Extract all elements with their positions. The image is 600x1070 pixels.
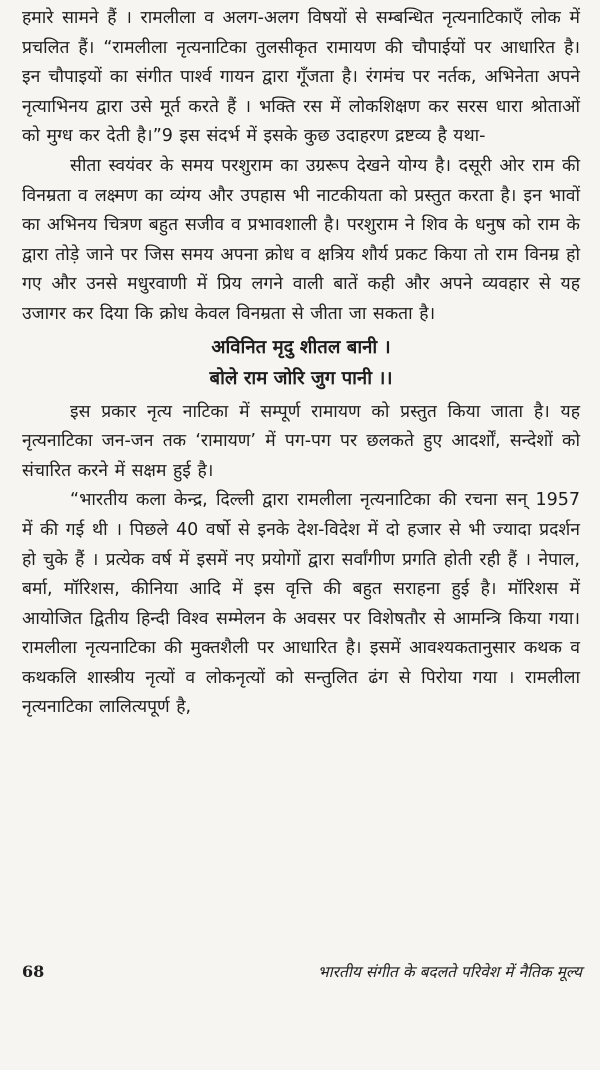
paragraph-continued: हमारे सामने हैं । रामलीला व अलग-अलग विषयों से सम्बन्धित नृत्यनाटिकाएँ लोक में प्रचलित हैं। “रामलीला नृत्यनाटिका तुलसीकृत रामायण की चौपाईयों पर आधारित है। इन चौपाइयों का संगीत पार्श्व गायन द्वारा गूँजता है। रंगमंच पर नर्तक, अभिनेता अपने नृत्याभिनय द्वारा उसे मूर्त करते हैं । भक्ति रस में लोकशिक्षण कर सरस धारा श्रोताओं को मुग्ध कर देती है।”9 इस संदर्भ में इसके कुछ उदाहरण द्रष्टव्य है यथा-: [22, 8, 580, 147]
paragraph-sita-swayamvar: सीता स्वयंवर के समय परशुराम का उग्ररूप देखने योग्य है। दसूरी ओर राम की विनम्रता व लक्ष्मण का व्यंग्य और उपहास भी नाटकीयता को प्रस्तुत करता है। इन भावों का अभिनय चित्रण बहुत सजीव व प्रभावशाली है। परशुराम ने शिव के धनुष को राम के द्वारा तोड़े जाने पर जिस समय अपना क्रोध व क्षत्रिय शौर्य प्रकट किया तो राम विनम्र हो गए और उनसे मधुरवाणी में प्रिय लगने वाली बातें कही और अपने व्यवहार से यह उजागर कर दिया कि क्रोध केवल विनम्रता से जीता जा सकता है।: [22, 155, 580, 324]
verse-quote: [22, 332, 580, 394]
page-footer: [22, 960, 582, 984]
paragraph-ramayan-presentation: इस प्रकार नृत्य नाटिका में सम्पूर्ण रामायण को प्रस्तुत किया जाता है। यह नृत्यनाटिका जन-जन तक ‘रामायण’ में पग-पग पर छलकते हुए आदर्शों, सन्देशों को संचारित करने में सक्षम हुई है।: [22, 401, 580, 481]
verse-line-2: बोले राम जोरि जुग पानी ।।: [209, 367, 393, 389]
page-body: [22, 4, 580, 723]
running-title: भारतीय संगीत के बदलते परिवेश में नैतिक मूल्य: [317, 963, 582, 981]
verse-line-1: अविनित मृदु शीतल बानी ।: [211, 336, 391, 358]
page-number: 68: [22, 962, 45, 981]
paragraph-bharatiya-kala-kendra: “भारतीय कला केन्द्र, दिल्ली द्वारा रामलीला नृत्यनाटिका की रचना सन् 1957 में की गई थी । पिछले 40 वर्षो से इनके देश-विदेश में दो हजार से भी ज्यादा प्रदर्शन हो चुके हैं । प्रत्येक वर्ष में इसमें नए प्रयोगों द्वारा सर्वांगीण प्रगति होती रही हैं । नेपाल, बर्मा, मॉरिशस, कीनिया आदि में इस वृत्ति की बहुत सराहना हुई है। मॉरिशस में आयोजित द्वितीय हिन्दी विश्व सम्मेलन के अवसर पर विशेषतौर से आमन्त्रि किया गया। रामलीला नृत्यनाटिका की मुक्तशैली पर आधारित है। इसमें आवश्यकतानुसार कथक व कथकलि शास्त्रीय नृत्यों व लोकनृत्यों को सन्तुलित ढंग से पिरोया गया । रामलीला नृत्यनाटिका लालित्यपूर्ण है,: [22, 490, 580, 718]
